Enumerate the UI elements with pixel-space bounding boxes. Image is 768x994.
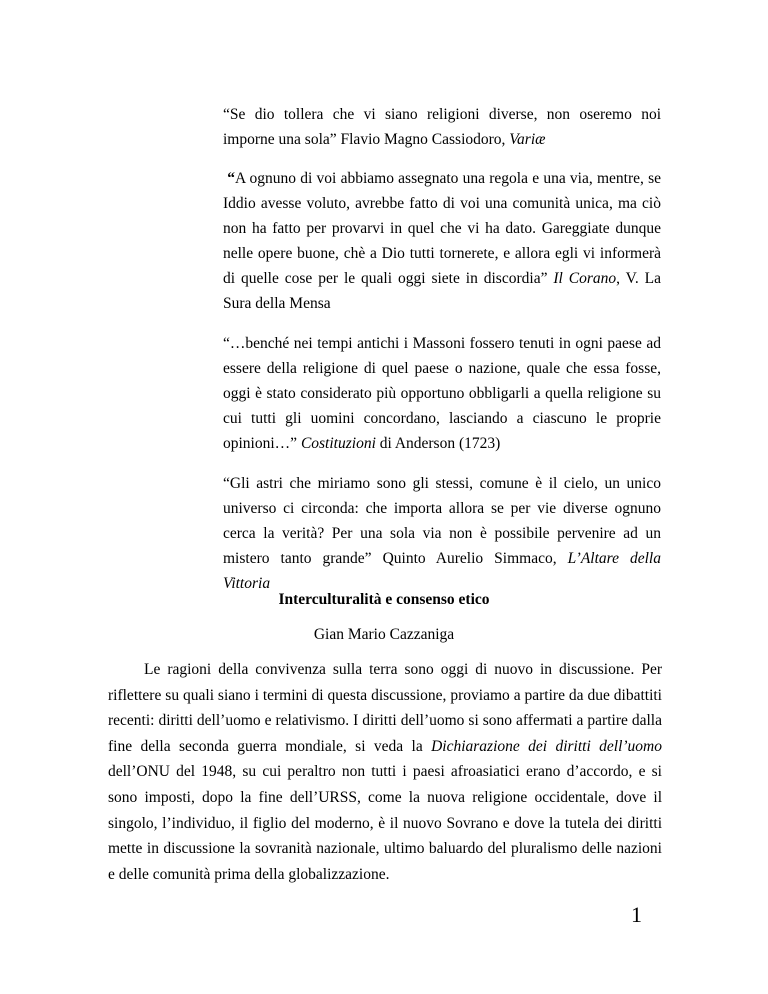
epigraph-text-tail: di Anderson (1723) — [375, 435, 501, 452]
epigraph-text: “…benché nei tempi antichi i Massoni fossero tenuti in ogni paese ad essere della religione di quel paese o nazione, quale che essa fosse, oggi è stato considerato più opportuno obbligarli a quella religione su cui tutti gli uomini concordano, lasciando a ciascuno le proprie opinioni…” — [223, 335, 661, 452]
epigraph-text-tail: , V. La Sura della Mensa — [223, 270, 661, 312]
epigraph-source: Variæ — [509, 131, 546, 148]
body-paragraph — [108, 657, 662, 887]
paragraph-italic-title: Dichiarazione dei diritti dell’uomo — [431, 737, 662, 755]
epigraph-cassiodoro — [223, 102, 661, 152]
article-author: Gian Mario Cazzaniga — [313, 626, 455, 643]
page-number: 1 — [631, 902, 642, 927]
epigraph-source: Costituzioni — [300, 435, 376, 452]
paragraph-text: Le ragioni della convivenza sulla terra sono oggi di nuovo in discussione. Per riflettere su quali siano i termini di questa discussione, proviamo a partire da due dibattiti recenti: diritti dell’uomo e relativismo. I diritti dell’uomo si sono affermati a partire dalla fine della seconda guerra mondiale, si veda la — [108, 661, 662, 755]
epigraph-text: A ognuno di voi abbiamo assegnato una regola e una via, mentre, se Iddio avesse voluto, avrebbe fatto di voi una comunità unica, ma ciò non ha fatto per provarvi in quel che vi ha dato. Gareggiate dunque nelle opere buone, chè a Dio tutti tornerete, e allora egli vi informerà di quelle cose per le quali oggi siete in discordia” — [223, 170, 661, 287]
article-title: Interculturalità e consenso etico — [278, 591, 490, 608]
epigraph-simmaco — [223, 471, 661, 596]
epigraph-text: “Se dio tollera che vi siano religioni diverse, non oseremo noi imporne una sola” Flavio Magno Cassiodoro, — [223, 106, 661, 148]
paragraph-text-tail: dell’ONU del 1948, su cui peraltro non tutti i paesi afroasiatici erano d’accordo, e si sono imposti, dopo la fine dell’URSS, come la nuova religione occidentale, dove il singolo, l’individuo, il figlio del moderno, è il nuovo Sovrano e dove la tutela dei diritti mette in discussione la sovranità nazionale, ultimo baluardo del pluralismo delle nazioni e delle comunità prima della globalizzazione. — [108, 763, 662, 883]
epigraph-source: L’Altare della Vittoria — [223, 550, 661, 592]
epigraph-text: “Gli astri che miriamo sono gli stessi, comune è il cielo, un unico universo ci circonda: che importa allora se per vie diverse ognuno cerca la verità? Per una sola via non è possibile pervenire ad un mistero tanto grande” Quinto Aurelio Simmaco, — [223, 475, 661, 567]
epigraph-anderson — [223, 331, 661, 456]
epigraph-source: Il Corano — [553, 270, 617, 287]
opening-quote: “ — [227, 170, 235, 187]
epigraph-corano — [223, 166, 661, 316]
epigraphs — [223, 102, 661, 611]
